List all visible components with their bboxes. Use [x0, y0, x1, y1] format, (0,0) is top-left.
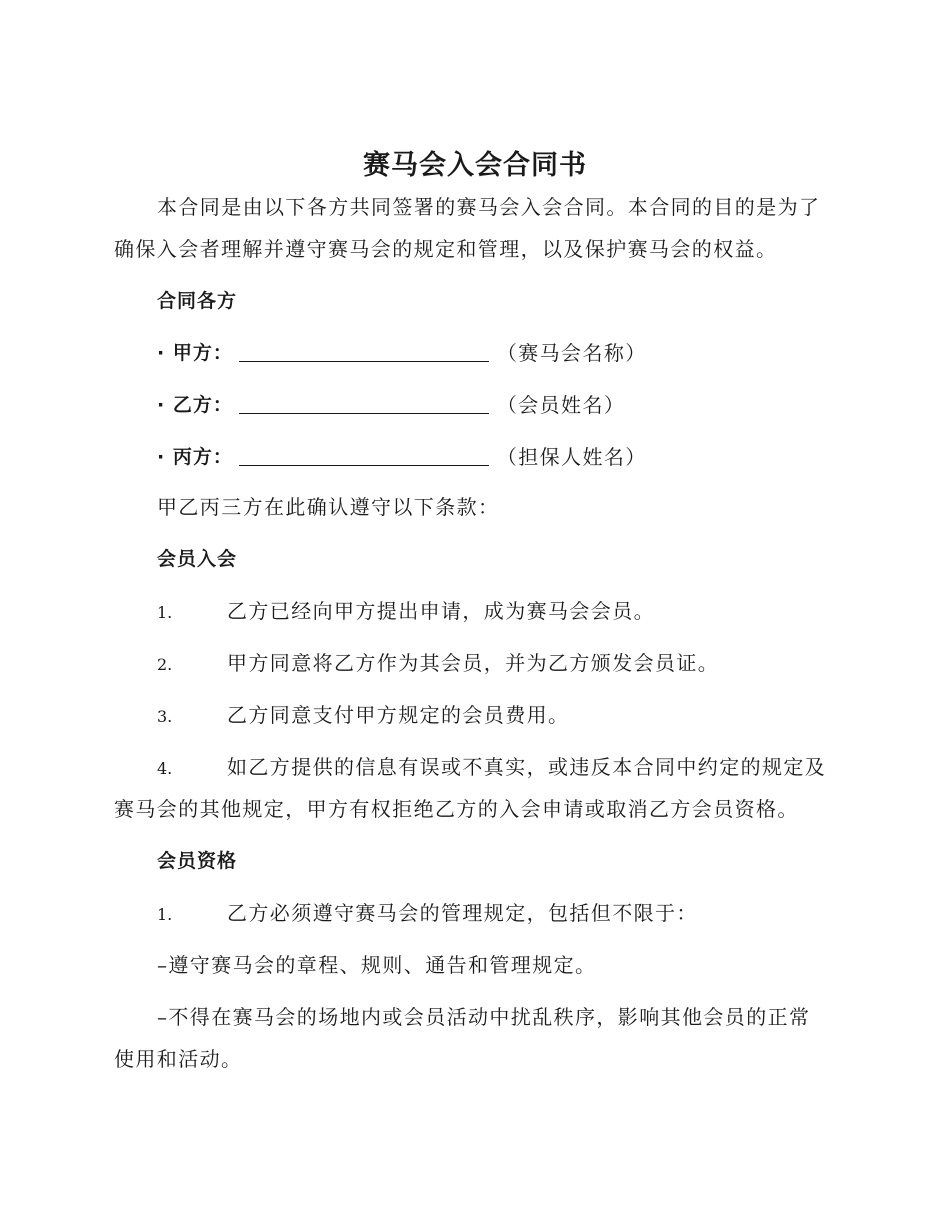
party-b-row	[157, 388, 625, 418]
item-text: 乙方已经向甲方提出申请，成为赛马会会员。	[227, 599, 655, 623]
party-b-blank-line	[239, 393, 489, 414]
item-text: 甲方同意将乙方作为其会员，并为乙方颁发会员证。	[227, 651, 720, 675]
party-a-row	[157, 336, 647, 366]
intro-paragraph-line-2: 确保入会者理解并遵守赛马会的规定和管理，以及保护赛马会的权益。	[114, 237, 778, 261]
intro-paragraph-line-1: 本合同是由以下各方共同签署的赛马会入会合同。本合同的目的是为了	[157, 195, 821, 219]
section1-item-3	[157, 702, 569, 730]
parties-heading: 合同各方	[157, 290, 238, 312]
party-c-label: · 丙方：	[157, 446, 233, 468]
item-number: 1.	[157, 603, 173, 622]
party-c-blank-line	[239, 445, 489, 466]
item-number: 2.	[157, 655, 173, 674]
party-c-row	[157, 440, 647, 470]
item-text: 乙方必须遵守赛马会的管理规定，包括但不限于：	[227, 901, 698, 925]
dash-item-2-line-2: 使用和活动。	[114, 1047, 243, 1071]
party-a-blank-line	[239, 341, 489, 362]
party-b-note: （会员姓名）	[496, 393, 626, 417]
item-number: 1.	[157, 905, 173, 924]
section-membership-heading: 会员入会	[157, 548, 238, 570]
item-text: 乙方同意支付甲方规定的会员费用。	[227, 703, 570, 727]
party-a-note: （赛马会名称）	[496, 341, 647, 365]
document-title: 赛马会入会合同书	[363, 150, 587, 181]
dash-item-2-line-1: –不得在赛马会的场地内或会员活动中扰乱秩序，影响其他会员的正常	[157, 1005, 811, 1029]
item-number: 4.	[157, 759, 173, 778]
item-text: 如乙方提供的信息有误或不真实，或违反本合同中约定的规定及	[227, 755, 827, 779]
section2-item-1	[157, 900, 698, 928]
section1-item-1	[157, 598, 655, 626]
party-b-label: · 乙方：	[157, 394, 233, 416]
party-c-note: （担保人姓名）	[496, 445, 647, 469]
section1-item-4-continuation: 赛马会的其他规定，甲方有权拒绝乙方的入会申请或取消乙方会员资格。	[114, 797, 799, 821]
confirm-text: 甲乙丙三方在此确认遵守以下条款：	[157, 495, 500, 519]
section-qualification-heading: 会员资格	[157, 850, 238, 872]
section1-item-2	[157, 650, 719, 678]
party-a-label: · 甲方：	[157, 342, 233, 364]
dash-item-1: –遵守赛马会的章程、规则、通告和管理规定。	[157, 953, 597, 977]
item-number: 3.	[157, 707, 173, 726]
section1-item-4	[157, 754, 826, 782]
